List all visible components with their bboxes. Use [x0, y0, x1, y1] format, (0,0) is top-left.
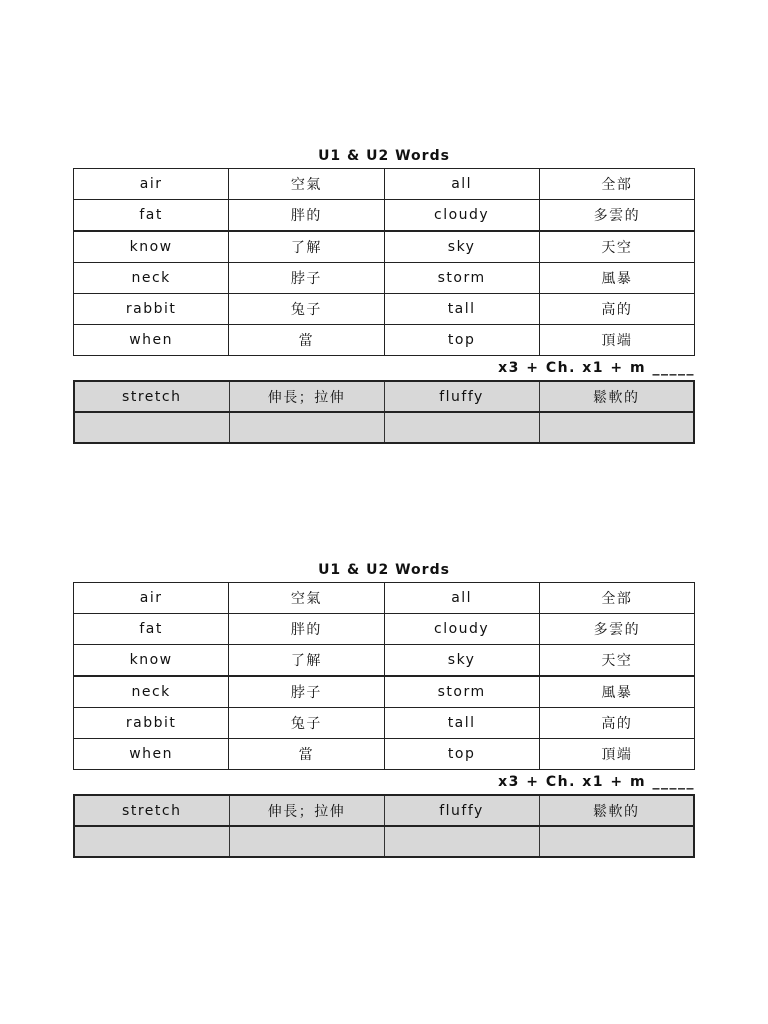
- english-word-cell: all: [384, 583, 539, 614]
- english-word-cell: air: [74, 169, 229, 200]
- table-row: [74, 583, 695, 614]
- chinese-meaning-cell: 了解: [229, 645, 384, 677]
- english-word-cell: tall: [384, 294, 539, 325]
- chinese-meaning-cell: 了解: [229, 231, 384, 263]
- chinese-meaning-cell: 胖的: [229, 200, 384, 232]
- blank-answer-row: [74, 412, 694, 443]
- english-word-cell: tall: [384, 708, 539, 739]
- blank-answer-cell[interactable]: [539, 826, 694, 857]
- english-word-cell: when: [74, 325, 229, 356]
- english-word-cell: top: [384, 325, 539, 356]
- chinese-meaning-cell: 天空: [539, 645, 694, 677]
- challenge-word-cell: fluffy: [384, 381, 539, 412]
- challenge-table: [73, 794, 695, 858]
- table-row: [74, 231, 695, 263]
- chinese-meaning-cell: 多雲的: [539, 614, 694, 645]
- table-row: [74, 200, 695, 232]
- table-row: [74, 169, 695, 200]
- challenge-row: [74, 795, 694, 826]
- score-line: x3 + Ch. x1 + m _____: [498, 774, 695, 790]
- challenge-meaning-cell: 鬆軟的: [539, 381, 694, 412]
- chinese-meaning-cell: 當: [229, 739, 384, 770]
- blank-answer-cell[interactable]: [384, 826, 539, 857]
- blank-answer-cell[interactable]: [384, 412, 539, 443]
- chinese-meaning-cell: 兔子: [229, 708, 384, 739]
- english-word-cell: cloudy: [384, 200, 539, 232]
- score-line: x3 + Ch. x1 + m _____: [498, 360, 695, 376]
- chinese-meaning-cell: 頂端: [539, 325, 694, 356]
- challenge-meaning-cell: 伸長；拉伸: [229, 381, 384, 412]
- table-row: [74, 739, 695, 770]
- blank-answer-cell[interactable]: [229, 826, 384, 857]
- chinese-meaning-cell: 胖的: [229, 614, 384, 645]
- chinese-meaning-cell: 頂端: [539, 739, 694, 770]
- english-word-cell: rabbit: [74, 708, 229, 739]
- chinese-meaning-cell: 當: [229, 325, 384, 356]
- table-row: [74, 614, 695, 645]
- blank-answer-cell[interactable]: [229, 412, 384, 443]
- table-row: [74, 676, 695, 708]
- english-word-cell: sky: [384, 231, 539, 263]
- english-word-cell: sky: [384, 645, 539, 677]
- word-sheet-2: [73, 560, 695, 858]
- table-row: [74, 294, 695, 325]
- blank-answer-cell[interactable]: [74, 826, 229, 857]
- english-word-cell: cloudy: [384, 614, 539, 645]
- sheet-title: U1 & U2 Words: [318, 562, 450, 578]
- english-word-cell: know: [74, 231, 229, 263]
- english-word-cell: storm: [384, 263, 539, 294]
- english-word-cell: fat: [74, 614, 229, 645]
- chinese-meaning-cell: 脖子: [229, 263, 384, 294]
- chinese-meaning-cell: 全部: [539, 169, 694, 200]
- english-word-cell: top: [384, 739, 539, 770]
- blank-answer-cell[interactable]: [539, 412, 694, 443]
- english-word-cell: all: [384, 169, 539, 200]
- challenge-word-cell: stretch: [74, 381, 229, 412]
- chinese-meaning-cell: 全部: [539, 583, 694, 614]
- blank-answer-row: [74, 826, 694, 857]
- english-word-cell: neck: [74, 676, 229, 708]
- blank-answer-cell[interactable]: [74, 412, 229, 443]
- english-word-cell: neck: [74, 263, 229, 294]
- chinese-meaning-cell: 風暴: [539, 263, 694, 294]
- sheet-title: U1 & U2 Words: [318, 148, 450, 164]
- english-word-cell: know: [74, 645, 229, 677]
- challenge-meaning-cell: 鬆軟的: [539, 795, 694, 826]
- chinese-meaning-cell: 脖子: [229, 676, 384, 708]
- chinese-meaning-cell: 風暴: [539, 676, 694, 708]
- english-word-cell: storm: [384, 676, 539, 708]
- english-word-cell: rabbit: [74, 294, 229, 325]
- chinese-meaning-cell: 高的: [539, 708, 694, 739]
- challenge-word-cell: fluffy: [384, 795, 539, 826]
- chinese-meaning-cell: 空氣: [229, 169, 384, 200]
- english-word-cell: fat: [74, 200, 229, 232]
- table-row: [74, 263, 695, 294]
- chinese-meaning-cell: 高的: [539, 294, 694, 325]
- vocabulary-table: [73, 582, 695, 770]
- word-sheet-1: [73, 146, 695, 444]
- chinese-meaning-cell: 空氣: [229, 583, 384, 614]
- chinese-meaning-cell: 兔子: [229, 294, 384, 325]
- table-row: [74, 645, 695, 677]
- table-row: [74, 708, 695, 739]
- english-word-cell: when: [74, 739, 229, 770]
- chinese-meaning-cell: 多雲的: [539, 200, 694, 232]
- table-row: [74, 325, 695, 356]
- challenge-table: [73, 380, 695, 444]
- chinese-meaning-cell: 天空: [539, 231, 694, 263]
- challenge-word-cell: stretch: [74, 795, 229, 826]
- english-word-cell: air: [74, 583, 229, 614]
- challenge-row: [74, 381, 694, 412]
- vocabulary-table: [73, 168, 695, 356]
- challenge-meaning-cell: 伸長；拉伸: [229, 795, 384, 826]
